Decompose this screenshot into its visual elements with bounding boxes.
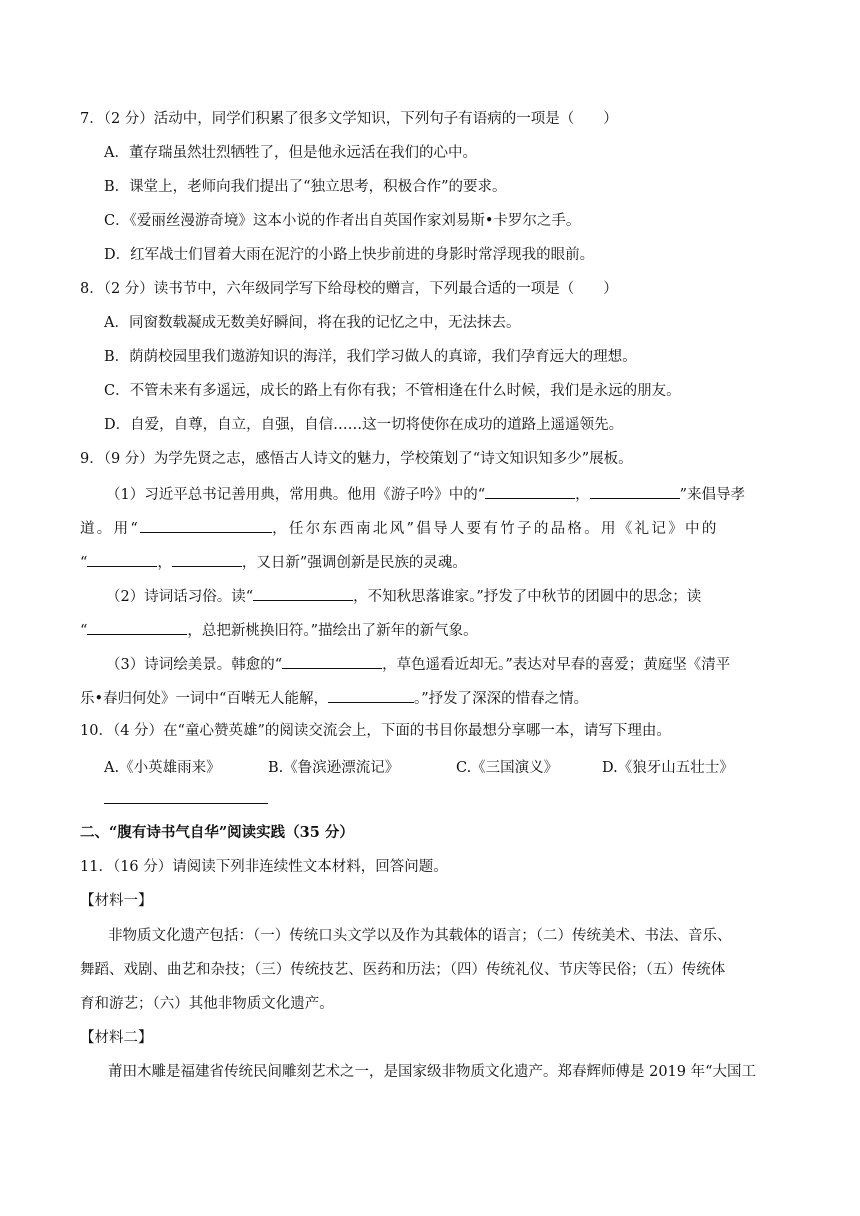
material2-label: 【材料二】: [80, 1030, 153, 1046]
fill-blank[interactable]: [282, 653, 382, 669]
q7-option-b: B．课堂上，老师向我们提出了“独立思考，积极合作”的要求。: [104, 179, 507, 195]
q9-part3-line2: [80, 687, 588, 709]
q9-p3-text-a: （3）诗词绘美景。韩愈的“: [106, 657, 283, 673]
q8-option-b: B．荫荫校园里我们遨游知识的海洋，我们学习做人的真谛，我们孕育远大的理想。: [104, 349, 637, 365]
q7-stem: 7．（2 分）活动中，同学们积累了很多文学知识，下列句子有语病的一项是（ ）: [80, 111, 618, 127]
q8-stem: 8．（2 分）读书节中，六年级同学写下给母校的赠言，下列最合适的一项是（ ）: [80, 281, 618, 297]
q9-p1-text-b: ，: [575, 487, 590, 503]
material1-line2: 舞蹈、戏剧、曲艺和杂技；（三）传统技艺、医药和历法；（四）传统礼仪、节庆等民俗；（五）传统体: [80, 962, 726, 978]
q8-option-c: C．不管未来有多遥远，成长的路上有你有我；不管相逢在什么时候，我们是永远的朋友。: [104, 383, 681, 399]
q10-book-list: [104, 756, 764, 776]
q9-p1-text-g: ，: [157, 555, 172, 571]
q9-p1-text-d: 道。用“: [80, 521, 141, 537]
q9-stem: 9．（9 分）为学先贤之志，感悟古人诗文的魅力，学校策划了“诗文知识知多少”展板。: [80, 451, 633, 467]
material1-line1: 非物质文化遗产包括：（一）传统口头文学以及作为其载体的语言；（二）传统美术、书法、音乐、: [108, 928, 732, 944]
fill-blank[interactable]: [87, 551, 157, 567]
q9-p1-text-f: “: [80, 555, 88, 571]
q9-p1-text-h: ，又日新”强调创新是民族的灵魂。: [241, 555, 467, 571]
q9-p1-text-a: （1）习近平总书记善用典，常用典。他用《游子吟》中的“: [106, 487, 486, 503]
q8-option-d: D．自爱，自尊，自立，自强，自信……这一切将使你在成功的道路上遥遥领先。: [104, 417, 624, 433]
section2-title: 二、“腹有诗书气自华”阅读实践（35 分）: [80, 824, 354, 841]
q8-option-a: A．同窗数载凝成无数美好瞬间，将在我的记忆之中，无法抹去。: [104, 315, 521, 331]
q9-p2-text-d: ，总把新桃换旧符。”描绘出了新年的新气象。: [187, 623, 478, 639]
fill-blank[interactable]: [172, 551, 242, 567]
q9-p2-text-c: “: [80, 623, 88, 639]
q10-answer-line[interactable]: [104, 803, 268, 804]
q10-book-d: D.《狼牙山五壮士》: [602, 760, 734, 776]
q9-part1-line3: [80, 551, 467, 573]
material1-line3: 育和游艺；（六）其他非物质文化遗产。: [80, 996, 334, 1012]
q9-p3-text-c: 乐•春归何处》一词中“百啭无人能解，: [80, 691, 328, 707]
q9-part3-line1: [106, 653, 730, 675]
q11-stem: 11．（16 分）请阅读下列非连续性文本材料，回答问题。: [80, 859, 448, 875]
fill-blank[interactable]: [87, 619, 187, 635]
q7-option-d: D．红军战士们冒着大雨在泥泞的小路上快步前进的身影时常浮现我的眼前。: [104, 247, 595, 263]
q9-p3-text-d: 。”抒发了深深的惜春之情。: [413, 691, 589, 707]
material2-line1: 莆田木雕是福建省传统民间雕刻艺术之一，是国家级非物质文化遗产。郑春辉师傅是 2019 年“大国工: [108, 1064, 757, 1080]
q9-p3-text-b: ，草色遥看近却无。”表达对早春的喜爱；黄庭坚《清平: [382, 657, 731, 673]
q10-book-b: B.《鲁滨逊漂流记》: [268, 760, 400, 776]
q7-option-a: A．董存瑞虽然壮烈牺牲了，但是他永远活在我们的心中。: [104, 145, 477, 161]
q9-p2-text-b: ，不知秋思落谁家。”抒发了中秋节的团圆中的思念；读: [353, 589, 702, 605]
fill-blank[interactable]: [590, 483, 680, 499]
q9-part1-line1: [106, 483, 745, 505]
material1-label: 【材料一】: [80, 893, 153, 909]
q9-part2-line2: [80, 619, 478, 641]
fill-blank[interactable]: [253, 585, 353, 601]
fill-blank[interactable]: [485, 483, 575, 499]
q7-option-c: C．《爱丽丝漫游奇境》这本小说的作者出自英国作家刘易斯•卡罗尔之手。: [104, 213, 581, 229]
q10-stem: 10．（4 分）在“童心赞英雄”的阅读交流会上，下面的书目你最想分享哪一本，请写下理由。: [80, 723, 671, 739]
fill-blank[interactable]: [140, 517, 272, 533]
q9-p2-text-a: （2）诗词话习俗。读“: [106, 589, 254, 605]
q10-book-c: C.《三国演义》: [456, 760, 559, 776]
q9-p1-text-c: ”来倡导孝: [679, 487, 746, 503]
q9-part2-line1: [106, 585, 701, 607]
q10-book-a: A.《小英雄雨来》: [104, 760, 221, 776]
q9-p1-text-e: ，任尔东西南北风”倡导人要有竹子的品格。用《礼记》中的: [272, 521, 719, 537]
fill-blank[interactable]: [328, 687, 414, 703]
q9-part1-line2: [80, 517, 719, 539]
